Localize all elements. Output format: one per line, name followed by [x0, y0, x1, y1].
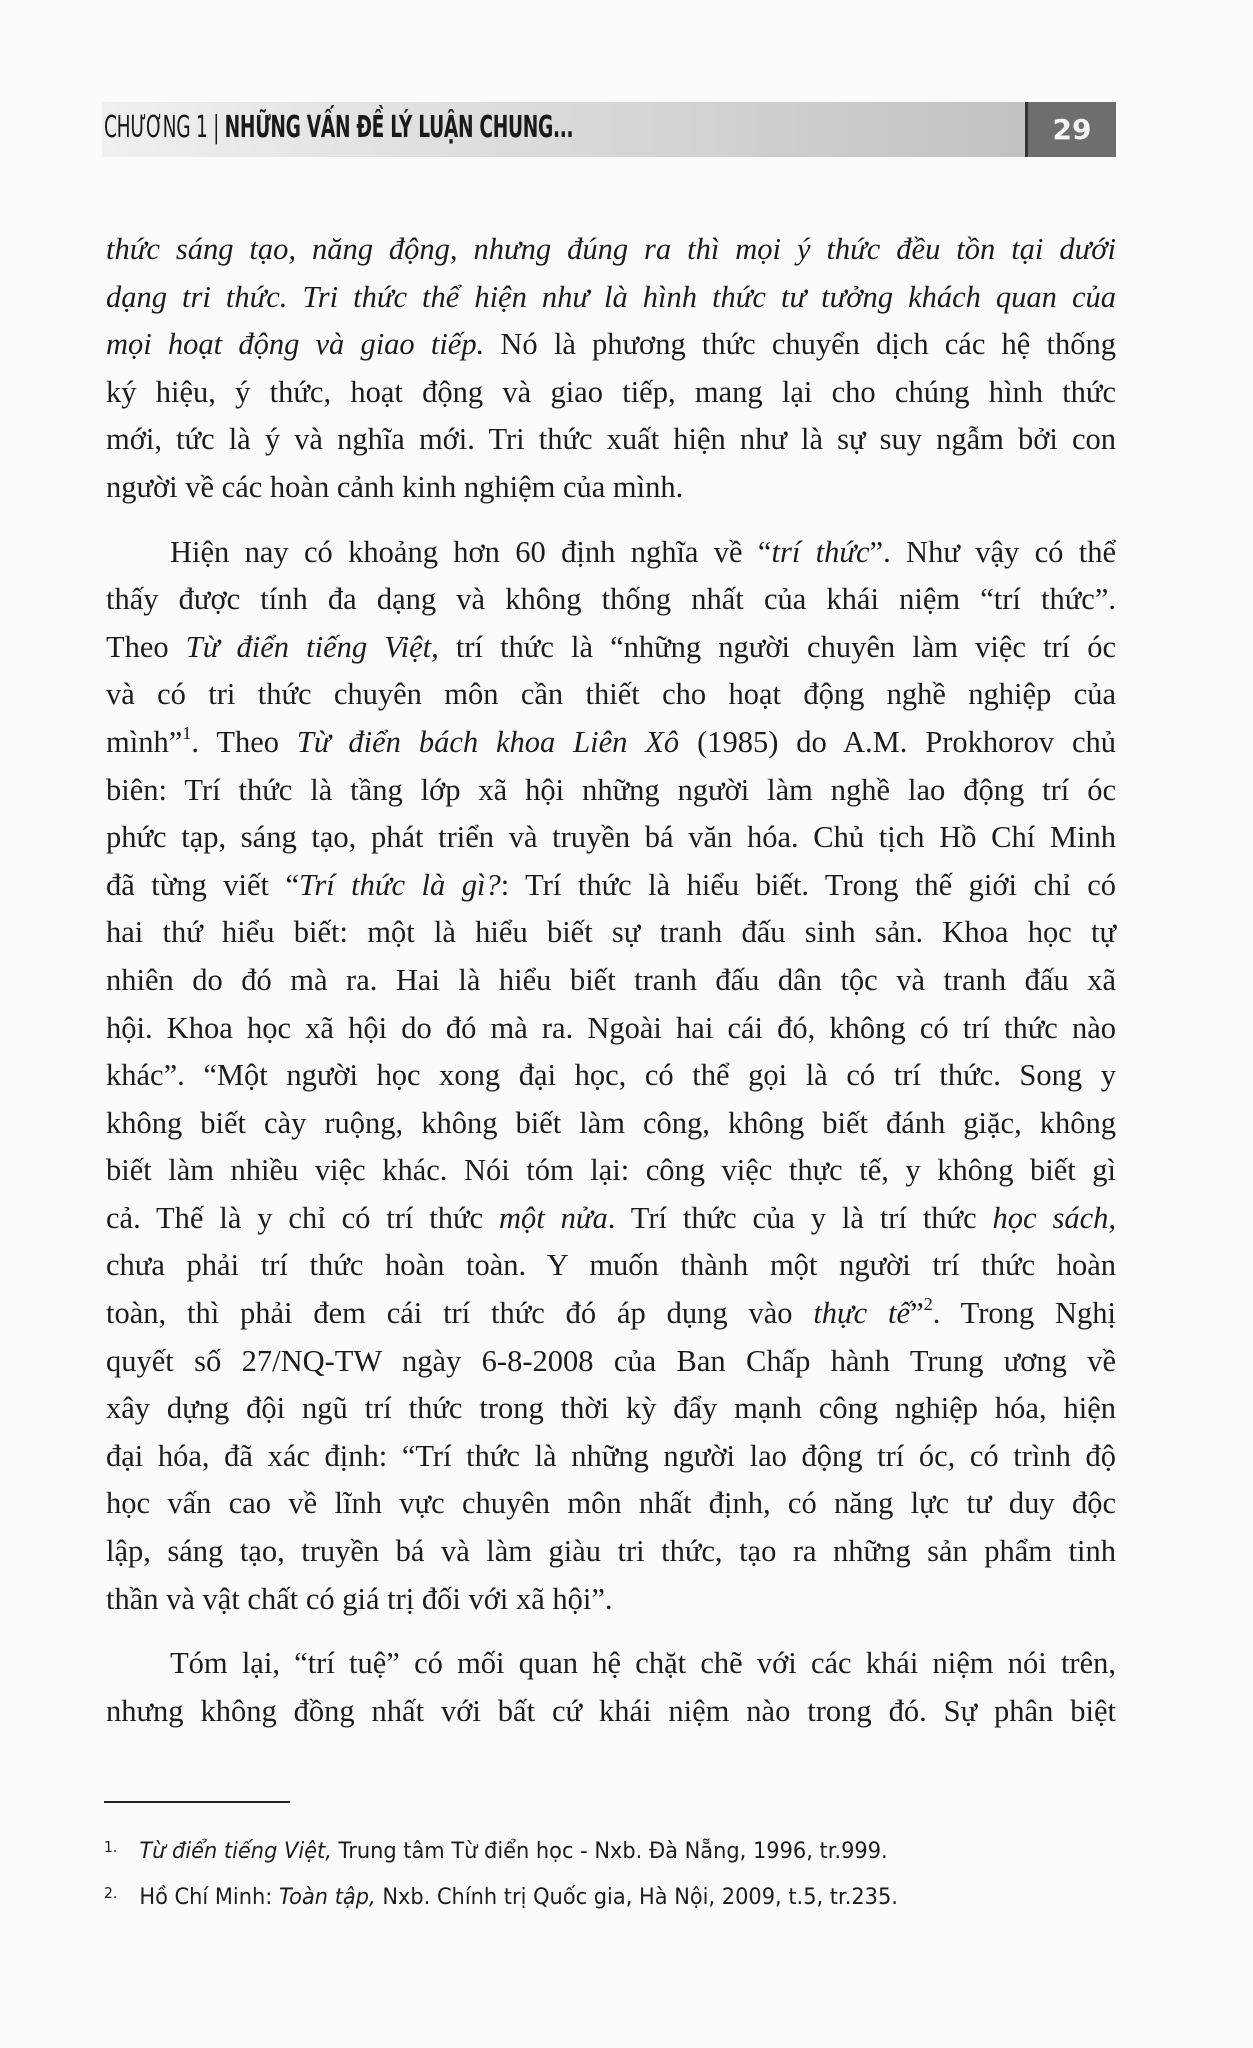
text-run: nhưng không đồng nhất với bất cứ khái niệm nào trong đó. Sự phân biệt — [106, 1693, 1116, 1728]
text-line — [106, 862, 1116, 910]
text-run: Hồ Chí Minh: — [139, 1884, 279, 1910]
text-run: Hiện nay có khoảng hơn 60 định nghĩa về “ — [170, 534, 772, 569]
text-line — [106, 1242, 1116, 1290]
footnote-divider — [104, 1801, 290, 1803]
footnote-reference: 2 — [923, 1294, 933, 1315]
text-run: Trung tâm Từ điển học - Nxb. Đà Nẵng, 1996, tr.999. — [331, 1838, 888, 1864]
italic-text: Trí thức là gì? — [299, 867, 501, 902]
text-run: quyết số 27/NQ-TW ngày 6-8-2008 của Ban Chấp hành Trung ương về — [106, 1343, 1116, 1378]
text-run: và có tri thức chuyên môn cần thiết cho hoạt động nghề nghiệp của — [106, 677, 1116, 712]
text-run: toàn, thì phải đem cái trí thức đó áp dụng vào — [106, 1296, 814, 1331]
text-line — [106, 671, 1116, 719]
text-line — [106, 369, 1116, 417]
text-line — [106, 814, 1116, 862]
text-line — [106, 321, 1116, 369]
running-header — [102, 102, 1116, 157]
italic-text: Từ điển tiếng Việt, — [185, 629, 439, 664]
text-line — [106, 1100, 1116, 1148]
text-run: đại hóa, đã xác định: “Trí thức là những người lao động trí óc, có trình độ — [106, 1438, 1116, 1473]
text-run: lập, sáng tạo, truyền bá và làm giàu tri thức, tạo ra những sản phẩm tinh — [106, 1534, 1116, 1569]
text-run: thần và vật chất có giá trị đối với xã hội”. — [106, 1581, 613, 1616]
text-line — [106, 1480, 1116, 1528]
italic-text: một nửa — [498, 1200, 608, 1235]
footnote-number: 2. — [104, 1884, 118, 1902]
text-line — [106, 274, 1116, 322]
chapter-heading — [104, 110, 573, 145]
text-run: biên: Trí thức là tầng lớp xã hội những người làm nghề lao động trí óc — [106, 772, 1116, 807]
text-line — [106, 719, 1116, 767]
text-line — [106, 1576, 1116, 1624]
text-line — [106, 529, 1116, 577]
text-line — [106, 1147, 1116, 1195]
text-run: Nxb. Chính trị Quốc gia, Hà Nội, 2009, t.5, tr.235. — [375, 1884, 898, 1910]
text-line — [106, 1195, 1116, 1243]
text-line — [106, 464, 1116, 512]
text-run: thấy được tính đa dạng và không thống nhất của khái niệm “trí thức”. — [106, 582, 1116, 617]
text-line — [106, 1005, 1116, 1053]
text-run: hội. Khoa học xã hội do đó mà ra. Ngoài hai cái đó, không có trí thức nào — [106, 1010, 1116, 1045]
paragraph — [106, 226, 1116, 512]
italic-text: dạng tri thức. Tri thức thể hiện như là hình thức tư tưởng khách quan của — [106, 279, 1116, 314]
text-run: : Trí thức là hiểu biết. Trong thế giới chỉ có — [500, 867, 1116, 902]
text-run: ” — [910, 1296, 924, 1331]
italic-text: Từ điển bách khoa Liên Xô — [296, 724, 680, 759]
text-run: đã từng viết “ — [106, 867, 300, 902]
text-run: Nó là phương thức chuyển dịch các hệ thống — [484, 327, 1116, 362]
footnote-number: 1. — [104, 1838, 118, 1856]
text-line — [106, 1385, 1116, 1433]
text-run: người về các hoàn cảnh kinh nghiệm của mình. — [106, 469, 684, 504]
text-run: mình” — [106, 724, 183, 759]
italic-text: Toàn tập, — [278, 1884, 376, 1910]
chapter-title: NHỮNG VẤN ĐỀ LÝ LUẬN CHUNG... — [224, 110, 574, 145]
text-run: Tóm lại, “trí tuệ” có mối quan hệ chặt chẽ với các khái niệm nói trên, — [170, 1646, 1116, 1681]
text-line — [106, 624, 1116, 672]
italic-text: học sách, — [992, 1200, 1117, 1235]
footnote — [104, 1826, 898, 1872]
text-line — [106, 226, 1116, 274]
text-run: không biết cày ruộng, không biết làm công, không biết đánh giặc, không — [106, 1105, 1116, 1140]
italic-text: Từ điển tiếng Việt, — [139, 1838, 332, 1864]
text-run: phức tạp, sáng tạo, phát triển và truyền bá văn hóa. Chủ tịch Hồ Chí Minh — [106, 820, 1116, 855]
text-run: mới, tức là ý và nghĩa mới. Tri thức xuất hiện như là sự suy ngẫm bởi con — [106, 422, 1116, 457]
italic-text: mọi hoạt động và giao tiếp. — [106, 327, 485, 362]
footnote-reference: 1 — [182, 723, 192, 744]
footnote — [104, 1872, 898, 1918]
text-run: xây dựng đội ngũ trí thức trong thời kỳ đẩy mạnh công nghiệp hóa, hiện — [106, 1391, 1116, 1426]
footnotes — [104, 1826, 958, 1918]
text-run: Theo — [106, 629, 186, 664]
page-number: 29 — [1025, 102, 1116, 157]
text-run: . Trí thức của y là trí thức — [607, 1200, 993, 1235]
text-line — [106, 416, 1116, 464]
text-run: . Theo — [191, 724, 297, 759]
text-run: ”. Như vậy có thể — [869, 534, 1116, 569]
italic-text: thực tế — [813, 1296, 911, 1331]
text-line — [106, 1688, 1116, 1736]
text-line — [106, 1433, 1116, 1481]
italic-text: trí thức — [771, 534, 870, 569]
text-run: cả. Thế là y chỉ có trí thức — [106, 1200, 499, 1235]
italic-text: thức sáng tạo, năng động, nhưng đúng ra thì mọi ý thức đều tồn tại dưới — [106, 232, 1116, 266]
text-line — [106, 767, 1116, 815]
text-line — [106, 1290, 1116, 1338]
text-run: . Trong Nghị — [932, 1296, 1116, 1331]
text-run: ký hiệu, ý thức, hoạt động và giao tiếp, mang lại cho chúng hình thức — [106, 374, 1116, 409]
text-run: học vấn cao về lĩnh vực chuyên môn nhất định, có năng lực tư duy độc — [106, 1486, 1116, 1521]
text-line — [106, 1640, 1116, 1688]
text-run: chưa phải trí thức hoàn toàn. Y muốn thành một người trí thức hoàn — [106, 1248, 1116, 1283]
chapter-label: CHƯƠNG 1 | — [104, 110, 225, 145]
body-text — [106, 226, 1116, 1752]
paragraph — [106, 529, 1116, 1624]
text-line — [106, 1338, 1116, 1386]
text-run: hai thứ hiểu biết: một là hiểu biết sự tranh đấu sinh sản. Khoa học tự — [106, 915, 1116, 950]
text-run: trí thức là “những người chuyên làm việc trí óc — [438, 629, 1117, 664]
paragraph — [106, 1640, 1116, 1735]
text-line — [106, 957, 1116, 1005]
text-run: khác”. “Một người học xong đại học, có thể gọi là có trí thức. Song y — [106, 1058, 1116, 1093]
text-run: (1985) do A.M. Prokhorov chủ — [679, 724, 1116, 759]
text-line — [106, 576, 1116, 624]
text-run: nhiên do đó mà ra. Hai là hiểu biết tranh đấu dân tộc và tranh đấu xã — [106, 962, 1116, 997]
text-run: biết làm nhiều việc khác. Nói tóm lại: công việc thực tế, y không biết gì — [106, 1153, 1116, 1188]
text-line — [106, 1528, 1116, 1576]
text-line — [106, 909, 1116, 957]
text-line — [106, 1052, 1116, 1100]
